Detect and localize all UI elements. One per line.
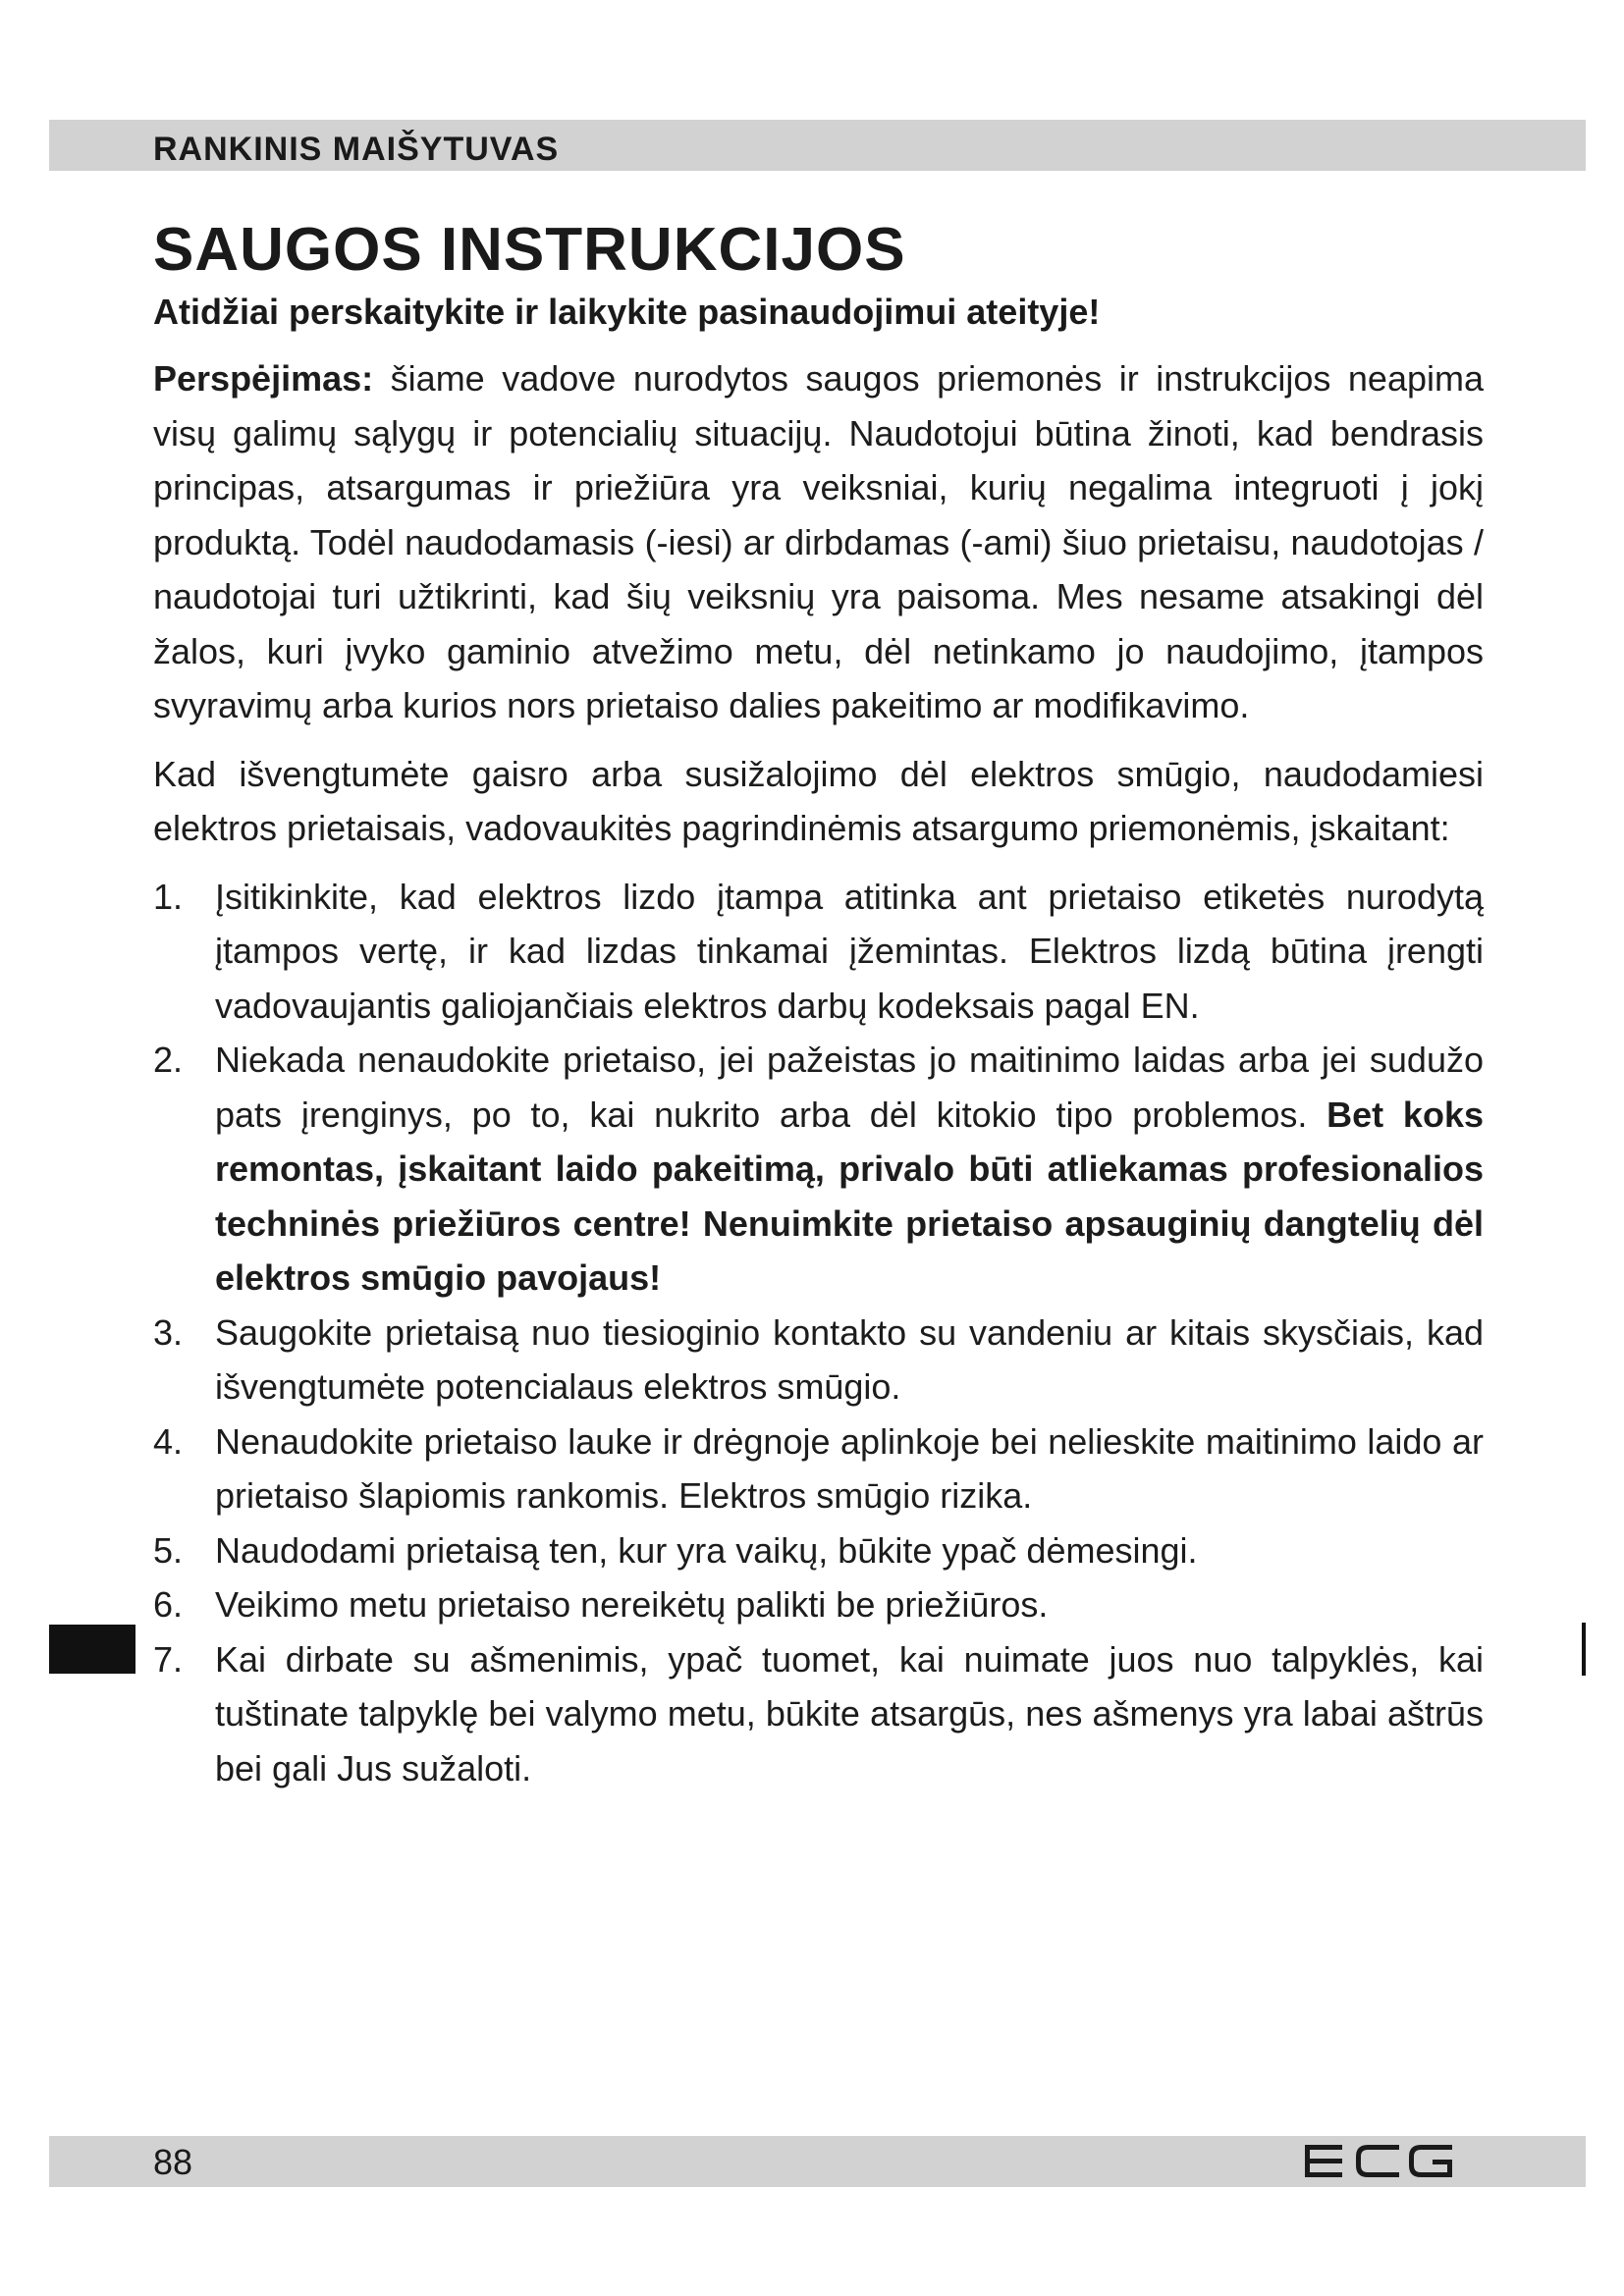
warning-label: Perspėjimas:	[153, 358, 374, 399]
list-item	[153, 1523, 1484, 1578]
edge-mark	[1582, 1623, 1586, 1676]
list-item	[153, 1415, 1484, 1523]
ecg-logo	[1303, 2142, 1460, 2181]
safety-rules-list	[153, 870, 1484, 1796]
list-item-number: 6.	[153, 1584, 184, 1625]
section-title: RANKINIS MAIŠYTUVAS	[153, 131, 560, 168]
warning-text: šiame vadove nurodytos saugos priemonės ir instrukcijos neapima visų galimų sąlygų ir potencialių situacijų. Naudotojui būtina žinoti, kad bendrasis principas, atsargumas ir priežiūra yra veiksniai, kurių negalima integruoti į jokį produktą. Todėl naudodamasis (-iesi) ar dirbdamas (-ami) šiuo prietaisu, naudotojas / naudotojai turi užtikrinti, kad šių veiksnių yra paisoma. Mes nesame atsakingi dėl žalos, kuri įvyko gaminio atvežimo metu, dėl netinkamo jo naudojimo, įtampos svyravimų arba kurios nors prietaiso dalies pakeitimo ar modifikavimo.	[153, 358, 1484, 725]
list-item	[153, 1632, 1484, 1796]
language-side-tab	[49, 1625, 135, 1674]
footer-bar	[49, 2136, 1586, 2187]
list-item	[153, 1306, 1484, 1415]
list-item	[153, 1033, 1484, 1306]
intro-paragraph: Kad išvengtumėte gaisro arba susižalojimo dėl elektros smūgio, naudodamiesi elektros prietaisais, vadovaukitės pagrindinėmis atsargumo priemonėmis, įskaitant:	[153, 753, 1484, 848]
page-content	[153, 214, 1484, 1795]
list-item-number: 4.	[153, 1420, 184, 1462]
list-item-text: Kai dirbate su ašmenimis, ypač tuomet, kai nuimate juos nuo talpyklės, kai tuštinate talpyklę bei valymo metu, būkite atsargūs, nes ašmenys yra labai aštrūs bei gali Jus sužaloti.	[215, 1638, 1484, 1789]
warning-paragraph	[153, 351, 1484, 733]
list-item-text: Naudodami prietaisą ten, kur yra vaikų, būkite ypač dėmesingi.	[215, 1529, 1198, 1571]
list-item-text: Niekada nenaudokite prietaiso, jei pažeistas jo maitinimo laidas arba jei sudužo pats įrenginys, po to, kai nukrito arba dėl kitokio tipo problemos.	[215, 1040, 1484, 1135]
page-title: SAUGOS INSTRUKCIJOS	[153, 216, 906, 284]
list-item-text: Įsitikinkite, kad elektros lizdo įtampa atitinka ant prietaiso etiketės nurodytą įtampos vertę, ir kad lizdas tinkamai įžemintas. Elektros lizdą būtina įrengti vadovaujantis galiojančiais elektros darbų kodeksais pagal EN.	[215, 876, 1484, 1026]
list-item	[153, 1577, 1484, 1632]
list-item-number: 5.	[153, 1529, 184, 1571]
list-item-text: Nenaudokite prietaiso lauke ir drėgnoje aplinkoje bei nelieskite maitinimo laido ar prietaiso šlapiomis rankomis. Elektros smūgio rizika.	[215, 1420, 1484, 1516]
page-number: 88	[153, 2142, 193, 2182]
list-item-number: 3.	[153, 1311, 184, 1353]
list-item-text: Saugokite prietaisą nuo tiesioginio kontakto su vandeniu ar kitais skysčiais, kad išvengtumėte potencialaus elektros smūgio.	[215, 1311, 1484, 1407]
list-item-bold-text: Bet koks remontas, įskaitant laido pakeitimą, privalo būti atliekamas profesionalios techninės priežiūros centre! Nenuimkite prietaiso apsauginių dangtelių dėl elektros smūgio pavojaus!	[215, 1094, 1484, 1298]
header-bar	[49, 120, 1586, 171]
list-item-number: 7.	[153, 1638, 184, 1680]
list-item-number: 2.	[153, 1040, 184, 1080]
list-item	[153, 870, 1484, 1034]
list-item-text: Veikimo metu prietaiso nereikėtų palikti be priežiūros.	[215, 1584, 1049, 1625]
ecg-logo-graphic	[1303, 2142, 1460, 2181]
list-item-number: 1.	[153, 876, 184, 917]
page-subtitle: Atidžiai perskaitykite ir laikykite pasinaudojimui ateityje!	[153, 292, 1101, 332]
